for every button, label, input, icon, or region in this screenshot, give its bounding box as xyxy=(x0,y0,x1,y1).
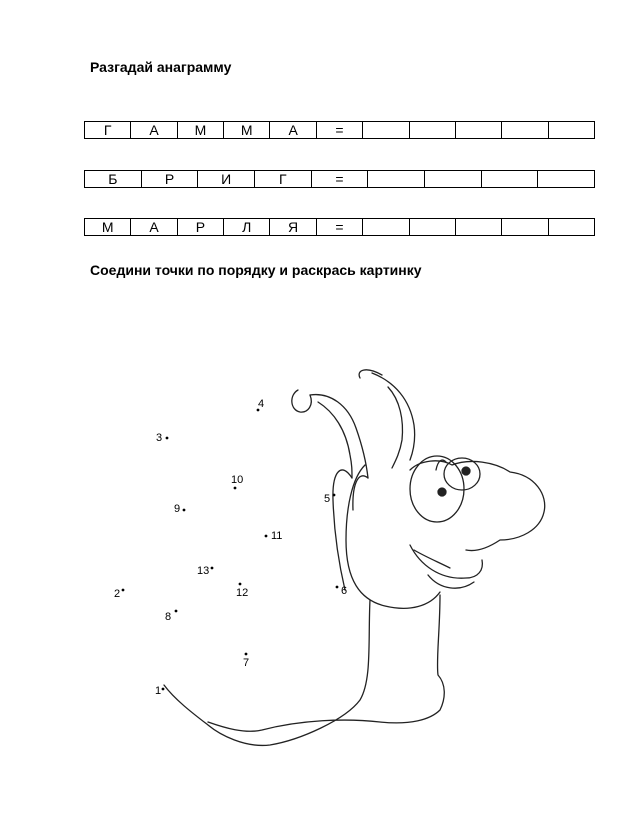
dot-label-5: 5 xyxy=(324,493,331,505)
dot-label-2: 2 xyxy=(114,588,121,600)
equals-cell: = xyxy=(311,171,368,188)
dot-10 xyxy=(234,487,237,490)
snail-body xyxy=(164,600,370,745)
dot-label-11: 11 xyxy=(271,530,283,542)
dot-label-10: 10 xyxy=(231,474,244,486)
snail-head xyxy=(346,465,440,608)
dot-13 xyxy=(211,567,214,570)
letter-cell: И xyxy=(198,171,255,188)
left-antenna xyxy=(310,395,368,478)
dot-label-8: 8 xyxy=(165,611,172,623)
dot-12 xyxy=(239,583,242,586)
dot-3 xyxy=(166,437,169,440)
dot-11 xyxy=(265,535,268,538)
letter-cell: Р xyxy=(177,219,223,236)
dot-label-12: 12 xyxy=(236,587,249,599)
dot-7 xyxy=(245,653,248,656)
letter-cell: А xyxy=(131,122,177,139)
equals-cell: = xyxy=(316,219,362,236)
connect-dots-title: Соедини точки по порядку и раскрась картинку xyxy=(90,262,422,278)
letter-cell: Г xyxy=(254,171,311,188)
dot-9 xyxy=(183,509,186,512)
dot-1 xyxy=(162,688,165,691)
letter-cell: Я xyxy=(270,219,316,236)
dot-8 xyxy=(175,610,178,613)
letter-cell: М xyxy=(85,219,131,236)
letter-cell: Б xyxy=(85,171,142,188)
right-antenna xyxy=(372,373,415,460)
letter-cell: Р xyxy=(141,171,198,188)
letter-cell: М xyxy=(224,122,270,139)
dot-label-4: 4 xyxy=(258,398,265,410)
letter-cell: А xyxy=(270,122,316,139)
equals-cell: = xyxy=(316,122,362,139)
numbered-dots xyxy=(114,398,347,697)
anagram-title: Разгадай анаграмму xyxy=(90,59,232,75)
dot-6 xyxy=(336,586,339,589)
letter-cell: А xyxy=(131,219,177,236)
dot-label-6: 6 xyxy=(341,585,348,597)
dot-5 xyxy=(333,494,336,497)
dot-label-9: 9 xyxy=(174,503,181,515)
dot-label-13: 13 xyxy=(197,565,210,577)
dot-label-1: 1 xyxy=(155,685,162,697)
dot-2 xyxy=(122,589,125,592)
dot-label-3: 3 xyxy=(156,432,163,444)
letter-cell: Г xyxy=(85,122,131,139)
letter-cell: М xyxy=(177,122,223,139)
letter-cell: Л xyxy=(224,219,270,236)
dot-label-7: 7 xyxy=(243,657,250,669)
